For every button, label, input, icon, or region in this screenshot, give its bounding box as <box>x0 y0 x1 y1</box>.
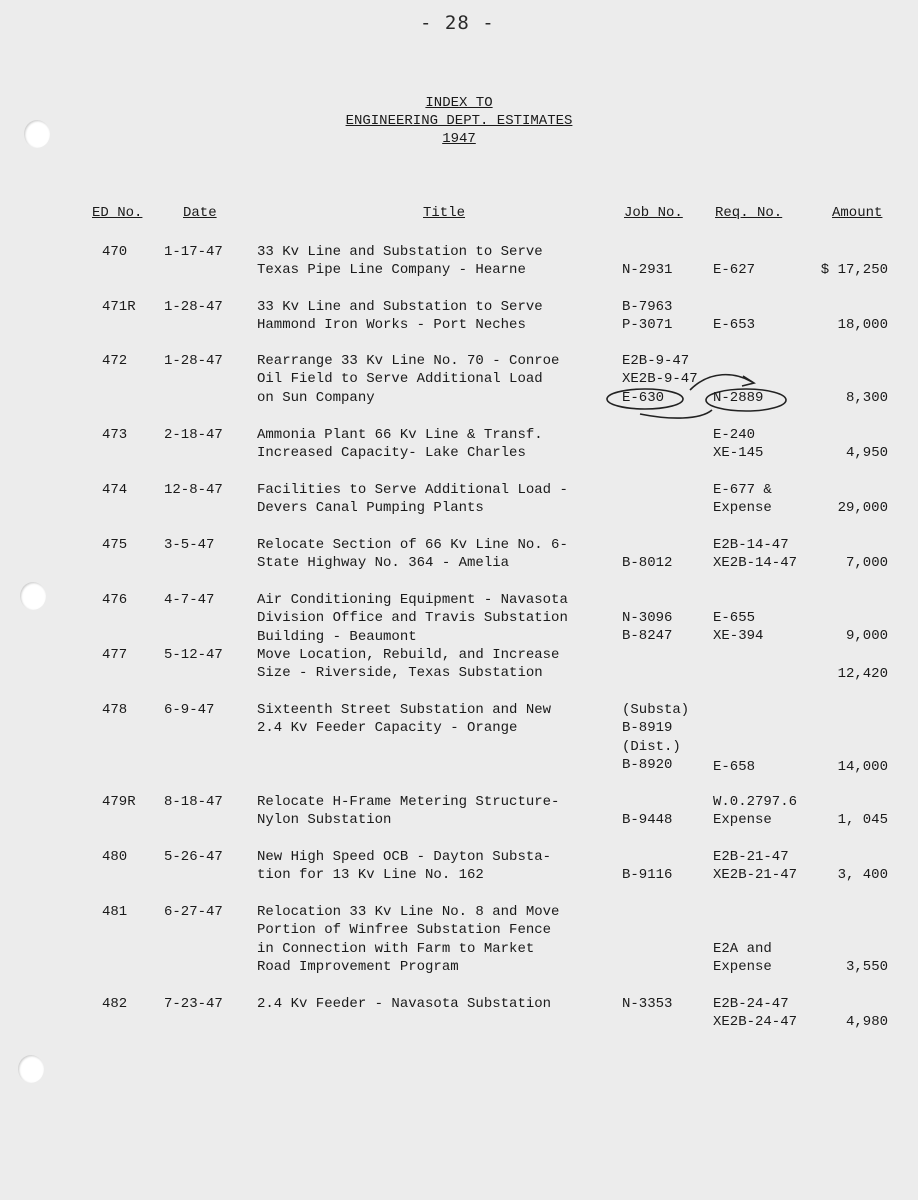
ed-number: 471R <box>102 299 136 315</box>
job-number <box>622 995 672 1013</box>
heading-line-1: INDEX TO <box>425 95 493 111</box>
estimate-amount: 4,950 <box>845 445 888 461</box>
requisition-number-line: W.0.2797.6 <box>713 794 798 810</box>
estimate-title <box>257 995 551 1013</box>
job-number-line: E-630 <box>622 389 665 406</box>
ed-number: 474 <box>102 482 128 498</box>
ed-number: 472 <box>102 353 128 369</box>
estimate-title-line: 33 Kv Line and Substation to Serve <box>257 244 543 260</box>
job-number-line: B-8012 <box>622 555 673 571</box>
estimate-title-line: Relocation 33 Kv Line No. 8 and Move <box>257 904 560 920</box>
estimate-title-line: Relocate Section of 66 Kv Line No. 6- <box>257 537 568 553</box>
requisition-number-line: Expense <box>713 959 772 976</box>
estimate-title-line: Building - Beaumont <box>257 628 417 645</box>
estimate-amount: 8,300 <box>845 390 888 406</box>
estimate-title-line: New High Speed OCB - Dayton Substa- <box>257 849 552 865</box>
estimate-title-line: State Highway No. 364 - Amelia <box>257 555 510 572</box>
estimate-title-line: tion for 13 Kv Line No. 162 <box>257 867 484 884</box>
requisition-number-line: E-627 <box>713 262 756 278</box>
requisition-number-line: E-240 <box>713 427 756 443</box>
estimate-title-line: Sixteenth Street Substation and New <box>257 702 552 718</box>
estimate-date: 8-18-47 <box>164 794 223 810</box>
estimate-title-line: Size - Riverside, Texas Substation <box>257 665 543 682</box>
job-number-line: (Substa) <box>622 702 690 718</box>
job-number-line: N-3096 <box>622 610 673 626</box>
estimate-date: 4-7-47 <box>164 592 215 608</box>
requisition-number-line: XE2B-14-47 <box>713 555 798 572</box>
estimate-date: 5-12-47 <box>164 647 223 663</box>
estimate-title-line: in Connection with Farm to Market <box>257 940 535 957</box>
estimate-date: 1-28-47 <box>164 353 223 369</box>
estimate-date: 2-18-47 <box>164 427 223 443</box>
requisition-number-line: N-2889 <box>713 390 764 406</box>
requisition-number-line: E-677 & <box>713 482 772 498</box>
requisition-number-line: XE2B-21-47 <box>713 867 798 884</box>
requisition-number-line: E2B-14-47 <box>713 537 789 553</box>
column-header-job-no: Job No. <box>624 205 683 221</box>
estimate-amount: 14,000 <box>837 759 888 775</box>
estimate-amount: 7,000 <box>845 555 888 571</box>
estimate-title-line: Increased Capacity- Lake Charles <box>257 445 526 462</box>
estimate-title-line: Facilities to Serve Additional Load - <box>257 482 568 498</box>
estimate-amount: 18,000 <box>837 317 888 333</box>
ed-number: 481 <box>102 904 128 920</box>
ed-number: 477 <box>102 647 128 663</box>
estimate-amount: 29,000 <box>837 500 888 516</box>
job-number-line: B-8920 <box>622 757 673 774</box>
ed-number: 478 <box>102 702 128 718</box>
requisition-number-line: E-658 <box>713 759 756 775</box>
job-number-line: XE2B-9-47 <box>622 371 698 388</box>
job-number-line: B-9116 <box>622 867 673 883</box>
estimate-title-line: Oil Field to Serve Additional Load <box>257 371 543 388</box>
requisition-number-line: Expense <box>713 500 772 517</box>
estimate-title-line: Move Location, Rebuild, and Increase <box>257 647 560 663</box>
estimate-amount: 9,000 <box>845 628 888 644</box>
ed-number: 480 <box>102 849 128 865</box>
page-number: - 28 - <box>420 12 495 34</box>
index-heading <box>0 94 918 148</box>
estimate-date: 12-8-47 <box>164 482 223 498</box>
estimate-title-line: Hammond Iron Works - Port Neches <box>257 317 526 334</box>
estimate-amount: 3, 400 <box>837 867 888 883</box>
estimate-title-line: Relocate H-Frame Metering Structure- <box>257 794 560 810</box>
estimate-title-line: Devers Canal Pumping Plants <box>257 500 484 517</box>
ed-number: 476 <box>102 592 128 608</box>
estimate-title-line: 2.4 Kv Feeder Capacity - Orange <box>257 720 518 737</box>
requisition-number-line: E2B-21-47 <box>713 849 789 865</box>
job-number-line: N-3353 <box>622 996 673 1012</box>
estimate-date: 3-5-47 <box>164 537 215 553</box>
column-header-title: Title <box>423 205 466 221</box>
estimate-amount: 12,420 <box>837 666 888 682</box>
estimate-title-line: 2.4 Kv Feeder - Navasota Substation <box>257 996 552 1012</box>
column-header-date: Date <box>183 205 217 221</box>
binder-hole-bottom <box>18 1055 44 1083</box>
estimate-title-line: 33 Kv Line and Substation to Serve <box>257 299 543 315</box>
ed-number: 470 <box>102 244 128 260</box>
column-header-amount: Amount <box>832 205 883 221</box>
estimate-title-line: Road Improvement Program <box>257 959 459 976</box>
estimate-date: 7-23-47 <box>164 996 223 1012</box>
binder-hole-middle <box>20 582 46 610</box>
estimate-title-line: Nylon Substation <box>257 812 392 829</box>
heading-line-3: 1947 <box>442 131 476 147</box>
job-number-line: B-8919 <box>622 720 673 737</box>
estimate-title-line: Texas Pipe Line Company - Hearne <box>257 262 526 279</box>
requisition-number-line: Expense <box>713 812 772 829</box>
job-number-line: N-2931 <box>622 262 673 278</box>
estimate-amount: 3,550 <box>845 959 888 975</box>
requisition-number-line: E-653 <box>713 317 756 333</box>
estimate-title-line: Rearrange 33 Kv Line No. 70 - Conroe <box>257 353 560 369</box>
estimate-title <box>257 701 551 738</box>
estimate-title-line: on Sun Company <box>257 389 375 406</box>
estimate-title-line: Ammonia Plant 66 Kv Line & Transf. <box>257 427 543 443</box>
requisition-number-line: XE-145 <box>713 445 764 462</box>
estimate-date: 6-27-47 <box>164 904 223 920</box>
job-number-line: B-7963 <box>622 299 673 315</box>
job-number-line: (Dist.) <box>622 738 681 755</box>
requisition-number-line: XE2B-24-47 <box>713 1014 798 1031</box>
job-number-line: B-8247 <box>622 628 673 645</box>
column-header-ed-no: ED No. <box>92 205 143 221</box>
estimate-title-line: Air Conditioning Equipment - Navasota <box>257 592 568 608</box>
job-number-line: E2B-9-47 <box>622 353 690 369</box>
heading-line-2: ENGINEERING DEPT. ESTIMATES <box>345 113 573 129</box>
requisition-number-line: E2B-24-47 <box>713 996 789 1012</box>
estimate-date: 1-28-47 <box>164 299 223 315</box>
requisition-number-line: XE-394 <box>713 628 764 645</box>
ed-number: 482 <box>102 996 128 1012</box>
estimate-title-line: Division Office and Travis Substation <box>257 610 568 627</box>
estimate-amount: $ 17,250 <box>820 262 888 278</box>
estimate-date: 1-17-47 <box>164 244 223 260</box>
requisition-number-line: E2A and <box>713 941 772 957</box>
ed-number: 475 <box>102 537 128 553</box>
estimate-title-line: Portion of Winfree Substation Fence <box>257 922 552 939</box>
ed-number: 473 <box>102 427 128 443</box>
estimate-amount: 1, 045 <box>837 812 888 828</box>
ed-number: 479R <box>102 794 136 810</box>
job-number-line: P-3071 <box>622 317 673 334</box>
column-header-req-no: Req. No. <box>715 205 783 221</box>
estimate-amount: 4,980 <box>845 1014 888 1030</box>
estimate-date: 6-9-47 <box>164 702 215 718</box>
requisition-number-line: E-655 <box>713 610 756 626</box>
estimate-date: 5-26-47 <box>164 849 223 865</box>
job-number-line: B-9448 <box>622 812 673 828</box>
